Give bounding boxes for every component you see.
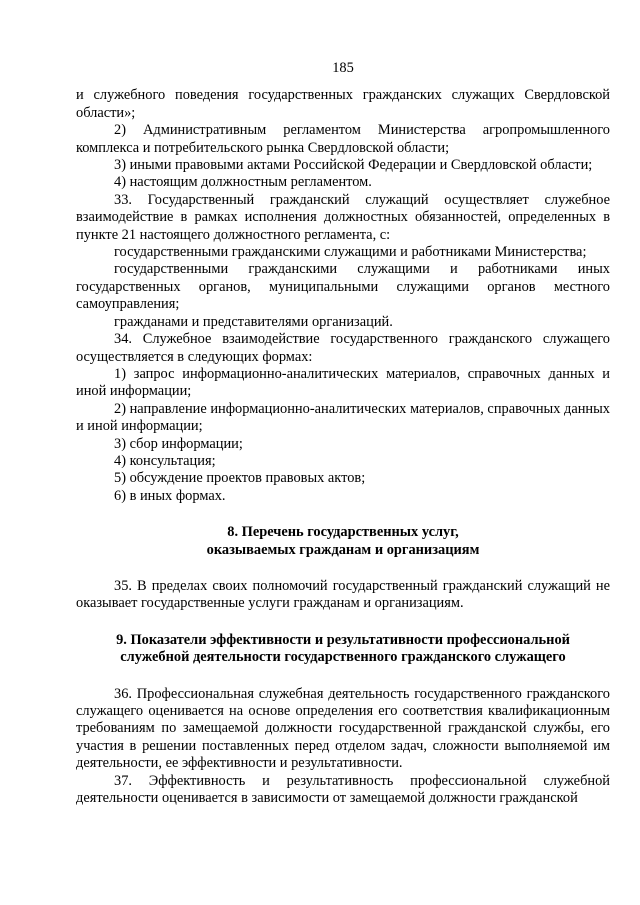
paragraph-item: государственными гражданскими служащими и работниками Министерства; — [114, 244, 587, 261]
paragraph-clause-33: 33. Государственный гражданский служащий осуществляет служебное взаимодействие в рамках исполнения должностных обязанностей, определенных в пункте 21 настоящего должностного регламента, с: — [76, 191, 610, 243]
paragraph-item: гражданами и представителями организаций. — [114, 313, 393, 330]
section-9-title-line1: 9. Показатели эффективности и результативности профессиональной — [116, 631, 570, 648]
paragraph-item: 3) сбор информации; — [114, 435, 243, 452]
paragraph-item: 4) настоящим должностным регламентом. — [114, 174, 372, 191]
paragraph-clause-37: 37. Эффективность и результативность профессиональной служебной деятельности оценивается в зависимости от замещаемой должности гражданской — [76, 772, 610, 807]
document-page — [76, 60, 610, 807]
paragraph-clause-35: 35. В пределах своих полномочий государственный гражданский служащий не оказывает государственные услуги гражданам и организациям. — [76, 577, 610, 612]
paragraph-item: 2) направление информационно-аналитических материалов, справочных данных и иной информации; — [76, 400, 610, 435]
paragraph-clause-36: 36. Профессиональная служебная деятельность государственного гражданского служащего оценивается на основе определения его соответствия квалификационным требованиям по замещаемой должности государственной гражданской службы, его участия в решении поставленных перед отделом задач, сложности выполняемой им деятельности, ее эффективности и результативности. — [76, 685, 610, 772]
paragraph-list-top — [76, 87, 610, 505]
paragraph-item: 5) обсуждение проектов правовых актов; — [114, 470, 366, 487]
section-8-title-line1: 8. Перечень государственных услуг, — [227, 524, 459, 541]
paragraph-item: 2) Административным регламентом Министерства агропромышленного комплекса и потребительского рынка Свердловской области; — [76, 122, 610, 156]
page-number: 185 — [332, 60, 354, 76]
paragraph-item: 3) иными правовыми актами Российской Федерации и Свердловской области; — [114, 157, 593, 174]
section-9-heading — [76, 632, 610, 667]
paragraph-item: 6) в иных формах. — [114, 487, 226, 504]
paragraph-item: государственными гражданскими служащими и работниками иных государственных органов, муниципальными служащими органов местного самоуправления; — [76, 261, 610, 313]
section-9-title-line2: служебной деятельности государственного гражданского служащего — [120, 649, 566, 666]
paragraph-item: 4) консультация; — [114, 452, 216, 469]
paragraph-continuation: и служебного поведения государственных гражданских служащих Свердловской области»; — [76, 87, 610, 121]
paragraph-clause-34: 34. Служебное взаимодействие государственного гражданского служащего осуществляется в следующих формах: — [76, 331, 610, 365]
section-8-heading — [76, 524, 610, 559]
paragraph-item: 1) запрос информационно-аналитических материалов, справочных данных и иной информации; — [76, 365, 610, 400]
section-8-title-line2: оказываемых гражданам и организациям — [206, 541, 480, 558]
